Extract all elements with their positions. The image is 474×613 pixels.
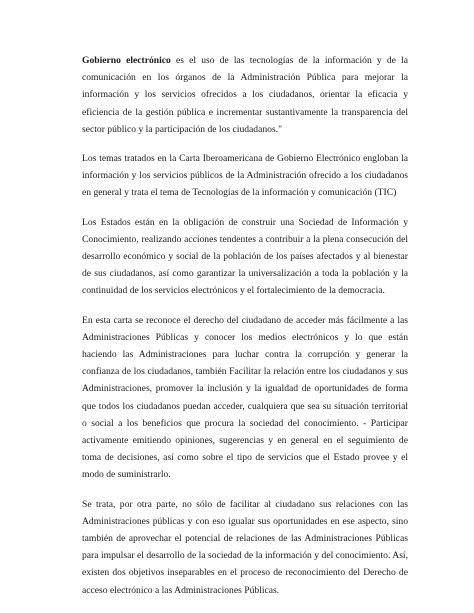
paragraph-5: Se trata, por otra parte, no sólo de facilitar al ciudadano sus relaciones con las Administraciones públicas y con eso igualar sus oportunidades en ese aspecto, sino también de aprovechar el potencial de relaciones de las Administraciones Públicas para impulsar el desarrollo de la sociedad de la información y del conocimiento. Así, existen dos objetivos inseparables en el proceso de reconocimiento del Derecho de acceso electrónico a las Administraciones Públicas. (82, 498, 408, 596)
paragraph-4: En esta carta se reconoce el derecho del ciudadano de acceder más fácilmente a las Administraciones Públicas y conocer los medios electrónicos y lo que están haciendo las Administraciones para luchar contra la corrupción y generar la confianza de los ciudadanos, también Facilitar la relación entre los ciudadanos y sus Administraciones, promover la inclusión y la igualdad de oportunidades de forma que todos los ciudadanos puedan acceder, cualquiera que sea su situación territorial o social a los beneficios que procura la sociedad del conocimiento. - Participar activamente emitiendo opiniones, sugerencias y en general en el seguimiento de toma de decisiones, así como sobre el tipo de servicios que el Estado provee y el modo de suministrarlo. (82, 314, 408, 481)
paragraph-3: Los Estados están en la obligación de construir una Sociedad de Información y Conocimiento, realizando acciones tendentes a contribuir a la plena consecución del desarrollo económico y social de la población de los países afectados y al bienestar de sus ciudadanos, así como garantizar la universalización a toda la población y la continuidad de los servicios electrónicos y el fortalecimiento de la democracia. (82, 216, 408, 297)
paragraph-text: es el uso de las tecnologías de la información y de la comunicación en los órganos de la Administración Pública para mejorar la información y los servicios ofrecidos a los ciudadanos, orientar la eficacia y eficiencia de la gestión pública e incrementar sustantivamente la transparencia del sector público y la participación de los ciudadanos." (82, 55, 408, 135)
paragraph-1 (82, 52, 408, 138)
bold-term: Gobierno electrónico (82, 55, 171, 66)
paragraph-2: Los temas tratados en la Carta Iberoamericana de Gobierno Electrónico engloban la información y los servicios públicos de la Administración ofrecido a los ciudadanos en general y trata el tema de Tecnologías de la información y comunicación (TIC) (82, 153, 408, 199)
document-body (82, 52, 408, 611)
